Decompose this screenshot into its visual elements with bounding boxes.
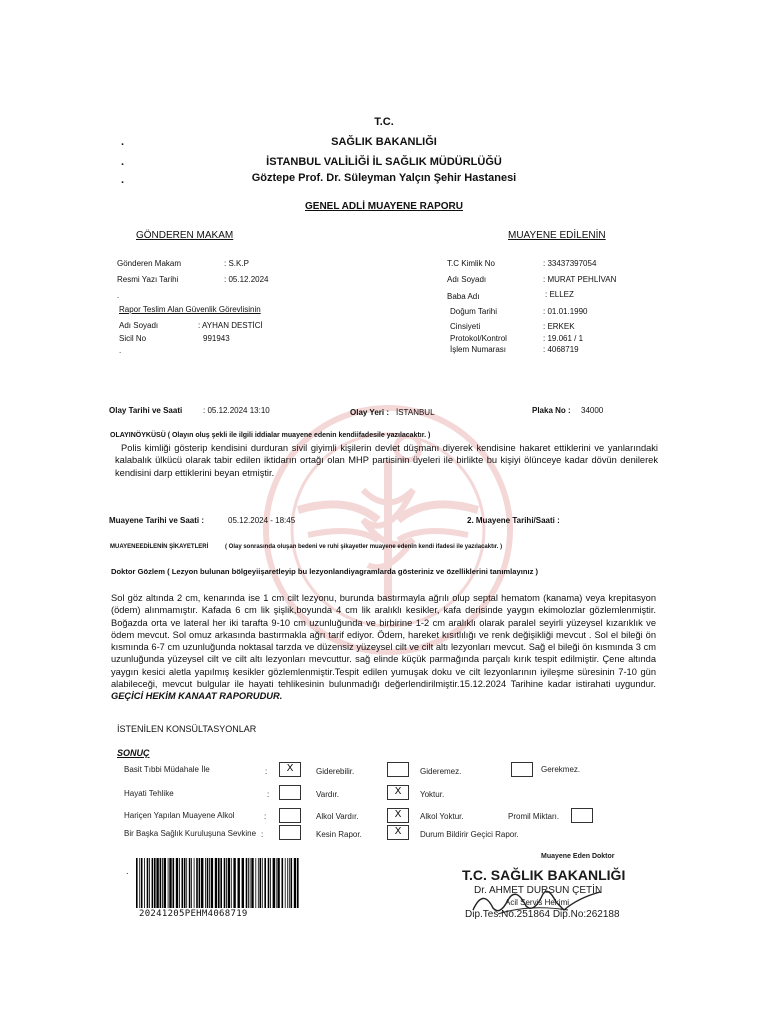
header-hospital: Göztepe Prof. Dr. Süleyman Yalçın Şehir Hastanesi [251, 172, 517, 184]
stamp-diploma-numbers: Dip.Tes.No.251864 Dip.No:262188 [465, 909, 620, 920]
patient-tc-label: T.C Kimlik No [447, 259, 496, 268]
header-tc: T.C. [374, 116, 394, 128]
barcode-text: 20241205PEHM4068719 [139, 909, 248, 919]
findings-text: Sol göz altında 2 cm, kenarında ise 1 cm cilt lezyonu, burunda bastırmayla ağrılı olup septal hematom (kanama) veya krepitasyon (ödem) alınmamıştır. Kafada 6 cm lik şişlik,boyunda 4 cm lik aralıklı kesikler, kafa derisinde yaygın ekimolozlar gözlemlenmiştir. Boğazda orta ve lateral her iki tarafta 9-10 cm uzunluğunda ve birbirine 1-2 cm aralıklı olarak paralel seyirli yüzeysel kızarıklık ve ödem mevcut. Sol omuz arkasında bastırmakla ağrı tarif ediyor. Ödem, hareket kısıtlılığı ve renk değişikliği mevcut . Sol el bileği ön kısmında 6-7 cm uzunluğunda noktasal tarzda ve düzensiz yüzeysel cilt ve cilt altı lezyonları mevcut. Sağ el bileği ön kısmında 3 cm uzunluğunda yüzeysel cilt ve cilt altı lezyonları mevcuttur. sağ elinde küçük parmağında parçalı kırık tespit edilmiştir. Çene altında yaygın kesici aletla yapılmış kesikler gözlemlenmiştir.Tespit edilen yumuşak doku ve cilt lezyonlarının iyileşme süresinin 7-10 gün alabileceği, mevcut bulgular ile hayati tehlikesinin bulunmadığı değerlendirilmiştir.15.12.2024 Tarihine kadar istirahati uygundur. GEÇİCİ HEKİM KANAAT RAPORUDUR. [111, 593, 656, 702]
patient-name-label: Adı Soyadı [447, 275, 487, 284]
stamp-ministry: T.C. SAĞLIK BAKANLIĞI [462, 867, 626, 883]
second-exam-label: 2. Muayene Tarihi/Saati : [467, 516, 560, 525]
patient-name-value: : MURAT PEHLİVAN [543, 275, 617, 284]
event-date-value: : 05.12.2024 13:10 [203, 406, 270, 415]
guard-heading: Rapor Teslim Alan Güvenlik Görevlisinin [119, 305, 261, 314]
patient-birth-label: Doğum Tarihi [450, 307, 497, 316]
sender-makam-label: Gönderen Makam [117, 259, 182, 268]
bullet-dot: . [126, 866, 129, 876]
life-threat-no-checkbox[interactable]: X [387, 785, 409, 800]
header-directorate: İSTANBUL VALİLİĞİ İL SAĞLIK MÜDÜRLÜĞÜ [266, 156, 502, 168]
exam-date-value: 05.12.2024 - 18:45 [228, 516, 296, 525]
patient-birth-value: : 01.01.1990 [543, 307, 588, 316]
patient-father-value: : ELLEZ [545, 290, 574, 299]
plate-value: 34000 [581, 406, 604, 415]
not-required-checkbox[interactable] [511, 762, 533, 777]
event-place-label: Olay Yeri : [350, 408, 389, 417]
alcohol-exam-label: Hariçen Yapılan Muayene Alkol [124, 811, 235, 820]
story-text: Polis kimliği gösterip kendisini durduran sivil giyimli kişilerin devlet düşmanı diyerek kendisine hakaret ettiklerini ve yanlarındaki kalabalık ülkücü olarak tabir edilen iktidarın ortağı olan MHP partisinin üyeleri ile birlikte bu kişiyi ölünceye kadar dövün denilerek kendisini darp ettiklerini beyan etmiştir. [115, 443, 658, 478]
doctor-observation-heading: Doktor Gözlem ( Lezyon bulunan bölgeyiişaretleyip bu lezyonlandiyagramlarda gösteriniz ve özelliklerini tanımlayınız ) [111, 567, 539, 576]
patient-sex-label: Cinsiyeti [450, 322, 481, 331]
row-colon: : [267, 790, 270, 799]
life-threat-no-label: Yoktur. [420, 790, 445, 799]
referral-label: Bir Başka Sağlık Kuruluşuna Sevkine [124, 829, 257, 838]
guard-sicil-value: 991943 [203, 334, 230, 343]
treatable-checkbox[interactable]: X [279, 762, 301, 777]
result-label: SONUÇ [117, 748, 150, 758]
temporary-report-checkbox[interactable]: X [387, 825, 409, 840]
report-title: GENEL ADLİ MUAYENE RAPORU [305, 201, 463, 212]
patient-process-value: : 4068719 [543, 345, 579, 354]
life-threat-label: Hayati Tehlike [124, 789, 174, 798]
alcohol-present-checkbox[interactable] [279, 808, 301, 823]
alcohol-absent-checkbox[interactable]: X [387, 808, 409, 823]
official-letter-date-label: Resmi Yazı Tarihi [117, 275, 179, 284]
patient-process-label: İşlem Numarası [450, 345, 507, 354]
guard-name-value: : AYHAN DESTİCİ [198, 321, 263, 330]
bullet-dot: . [121, 136, 125, 148]
guard-sicil-label: Sicil No [119, 334, 147, 343]
final-report-checkbox[interactable] [279, 825, 301, 840]
simple-treatment-label: Basit Tıbbi Müdahale İle [124, 765, 210, 774]
patient-sex-value: : ERKEK [543, 322, 575, 331]
event-place-value: İSTANBUL [396, 408, 435, 417]
doctor-signature [468, 880, 608, 920]
not-required-label: Gerekmez. [541, 765, 581, 774]
guard-name-label: Adı Soyadı [119, 321, 159, 330]
patient-father-label: Baba Adı [447, 292, 480, 301]
event-date-label: Olay Tarihi ve Saati [109, 406, 183, 415]
promil-amount-field[interactable] [571, 808, 593, 823]
alcohol-absent-label: Alkol Yoktur. [420, 812, 464, 821]
final-report-label: Kesin Rapor. [316, 830, 362, 839]
patient-heading: MUAYENE EDİLENİN [508, 230, 606, 241]
stamp-doctor-title: Acil Servis Hekimi [505, 898, 570, 907]
temporary-report-label: Durum Bildirir Geçici Rapor. [420, 830, 519, 839]
alcohol-present-label: Alkol Vardır. [316, 812, 359, 821]
temporary-report-note: GEÇİCİ HEKİM KANAAT RAPORUDUR. [111, 691, 283, 702]
not-treatable-checkbox[interactable] [387, 762, 409, 777]
patient-protocol-label: Protokol/Kontrol [450, 334, 507, 343]
row-colon: : [261, 830, 264, 839]
bullet-dot: . [117, 291, 120, 300]
sender-heading: GÖNDEREN MAKAM [136, 230, 234, 241]
row-colon: : [265, 767, 268, 776]
patient-protocol-value: : 19.061 / 1 [543, 334, 584, 343]
patient-tc-value: : 33437397054 [543, 259, 597, 268]
examining-doctor-label: Muayene Eden Doktor [541, 853, 615, 860]
plate-label: Plaka No : [532, 406, 571, 415]
barcode-image [136, 858, 300, 908]
promil-label: Promil Miktarı. [508, 812, 560, 821]
treatable-label: Giderebilir. [316, 767, 355, 776]
not-treatable-label: Gideremez. [420, 767, 462, 776]
bullet-dot: . [121, 174, 125, 186]
sender-makam-value: : S.K.P [224, 259, 249, 268]
life-threat-yes-label: Vardır. [316, 790, 339, 799]
stamp-doctor-name: Dr. AHMET DURSUN ÇETİN [474, 885, 603, 896]
bullet-dot: . [121, 156, 125, 168]
official-letter-date-value: : 05.12.2024 [224, 275, 269, 284]
header-ministry: SAĞLIK BAKANLIĞI [331, 136, 437, 148]
complaints-note: ( Olay sonrasında oluşan bedeni ve ruhi şikayetler muayene edenin kendi ifadesi ile yazılacaktır. ) [225, 544, 503, 550]
life-threat-yes-checkbox[interactable] [279, 785, 301, 800]
exam-date-label: Muayene Tarihi ve Saati : [109, 516, 204, 525]
bullet-dot: . [119, 346, 122, 355]
story-heading: OLAYINÖYKÜSÜ ( Olayın oluş şekli ile ilgili iddialar muayene edenin kendiifadesile yazılacaktır. ) [110, 432, 431, 439]
complaints-label: MUAYENEEDİLENİN ŞİKAYETLERİ [110, 544, 209, 550]
consultations-heading: İSTENİLEN KONSÜLTASYONLAR [117, 724, 257, 734]
row-colon: : [264, 812, 267, 821]
